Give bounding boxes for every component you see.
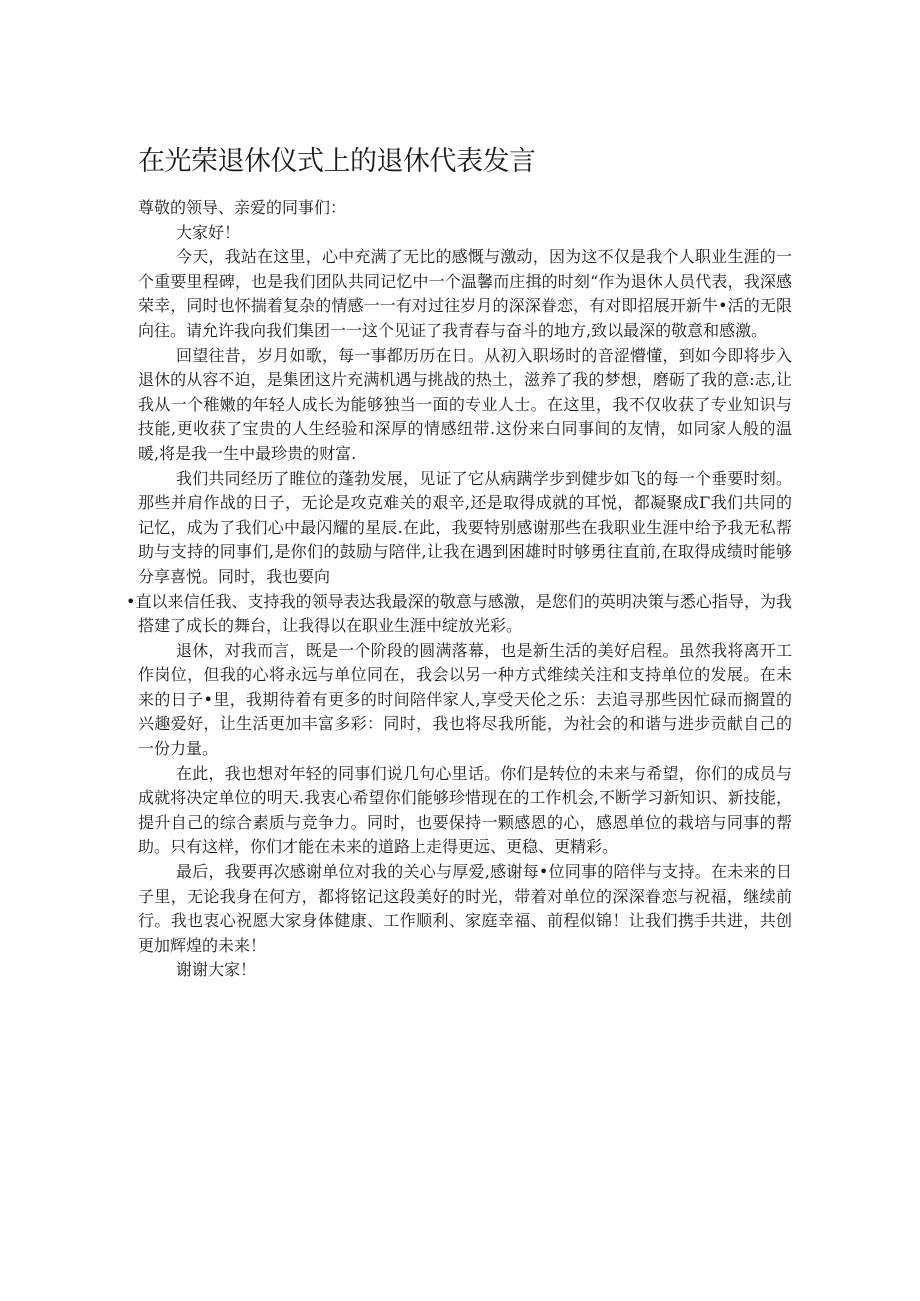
paragraph-2: 回望往昔，岁月如歌，每一事都历历在日。从初入职场时的音涩懵懂，到如今即将步入退休的从容不迫，是集团这片充满机遇与挑战的热土，滋养了我的梦想，磨砺了我的意:志,让我从一个稚嫩的年轻人成长为能够独当一面的专业人士。在这里，我不仅收获了专业知识与技能,更收获了宝贵的人生经验和深厚的情感纽带.这份来白同事间的友情，如同家人般的温暖,将是我一生中最珍贵的财富.: [138, 345, 792, 463]
paragraph-3-continued: •直以来信任我、支持我的领导表达我最深的敬意与感激，是您们的英明决策与悉心指导，为我搭建了成长的舞台，让我得以在职业生涯中绽放光彩。: [126, 591, 792, 636]
salutation: 尊敬的领导、亲爱的同事们：: [138, 198, 347, 217]
paragraph-4: 退休，对我而言，既是一个阶段的圆满落幕，也是新生活的美好启程。虽然我将离开工作岗位，但我的心将永远与单位同在，我会以另一种方式维续关注和支持单位的发展。在未来的日子•里，我期待着有更多的时间陪伴家人,享受天伦之乐：去追寻那些因忙碌而搁置的兴趣爱好，让生活更加丰富多彩：同时，我也将尽我所能，为社会的和谐与进步贡献自己的一份力量。: [138, 640, 792, 759]
closing: 谢谢大家！: [176, 960, 257, 980]
paragraph-3: 我们共同经历了睢位的蓬勃发展，见证了它从病蹒学步到健步如飞的每一个垂要时刻。那些并肩作战的日子，无论是攻克难关的艰辛,还是取得成就的耳悦，都凝聚成Γ我们共同的记忆，成为了我们心中最闪耀的星辰.在此，我要特别感谢那些在我职业生涯中给予我无私帮助与支持的同事们,是你们的鼓励与陪伴,让我在遇到困雄时时够勇往直前,在取得成绩时能够分享喜悦。同时，我也要向: [138, 468, 792, 586]
paragraph-1: 今天，我站在这里，心中充满了无比的感慨与激动，因为这不仅是我个人职业生涯的一个重要里程碑，也是我们团队共同记忆中一个温馨而庄揖的时刻“作为退休人员代表，我深感荣幸，同时也怀揣着复杂的情感一一有对过往岁月的深深眷恋，有对即招展开新牛•活的无限向往。请允许我向我们集团一一这个见证了我青春与奋斗的地方,致以最深的敬意和感激。: [138, 247, 792, 340]
document-title: 在光荣退休仪式上的退休代表发言: [138, 146, 536, 177]
greeting: 大家好！: [176, 222, 241, 242]
document-body: [126, 196, 792, 983]
paragraph-5: 在此，我也想对年轻的同事们说几句心里话。你们是转位的未来与希望，你们的成员与成就将决定单位的明天.我衷心希望你们能够珍惜现在的工作机会,不断学习新知识、新技能，提升自己的综合素质与竞争力。同时，也要保持一颗感恩的心，感恩单位的栽培与同事的帮助。只有这样，你们才能在未来的道路上走得更远、更稳、更精彩。: [138, 763, 792, 857]
paragraph-6: 最后，我要再次感谢单位对我的关心与厚爱,感谢每•位同事的陪伴与支持。在未来的日子里，无论我身在何方，都将铭记这段美好的时光，带着对单位的深深眷恋与祝福，继续前行。我也衷心祝愿大家身体健康、工作顺利、家庭幸福、前程似锦！让我们携手共进，共创更加辉煌的未来！: [138, 862, 792, 955]
